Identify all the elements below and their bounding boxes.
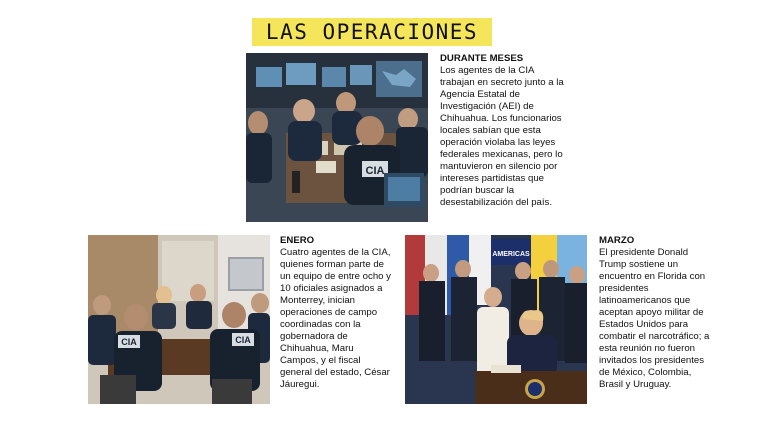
- banner-label: AMERICAS: [492, 251, 530, 258]
- body-marzo: El presidente Donald Trump sostiene un encuentro en Florida con presidentes latinoamericanos que aceptan apoyo militar de Estados Unidos para combatir el narcotráfico; a esta reunión no fueron invitados los presidentes de México, Colombia, Brasil y Uruguay.: [599, 247, 710, 390]
- body-durante-meses: Los agentes de la CIA trabajan en secreto junto a la Agencia Estatal de Investigación (AEI) de Chihuahua. Los funcionarios locales sabían que esta operación violaba las leyes federales mexicanas, pero lo mantuvieron en silencio por intereses partidistas que podrían buscar la desestabilización del país.: [440, 65, 564, 208]
- body-enero: Cuatro agentes de la CIA, quienes forman parte de un equipo de entre ocho y 10 oficiales asignados a Monterrey, inician operaciones de campo coordinadas con la gobernadora de Chihuahua, Maru Campos, y el fiscal general del estado, César Jáuregui.: [280, 247, 391, 390]
- heading-marzo: MARZO: [599, 235, 635, 246]
- photo-signing-ceremony: [405, 235, 587, 404]
- cia-patch-label: CIA: [365, 165, 385, 177]
- photo-operations-room: [246, 53, 428, 222]
- text-marzo: [599, 235, 711, 391]
- cia-patch-label-1: CIA: [121, 337, 137, 347]
- title-highlight: [252, 18, 492, 46]
- heading-enero: ENERO: [280, 235, 315, 246]
- photo-meeting-governor: [88, 235, 270, 404]
- text-durante-meses: [440, 53, 568, 209]
- cia-patch-label-2: CIA: [235, 335, 251, 345]
- page-title: LAS OPERACIONES: [265, 20, 479, 44]
- heading-durante-meses: DURANTE MESES: [440, 53, 524, 64]
- text-enero: [280, 235, 392, 391]
